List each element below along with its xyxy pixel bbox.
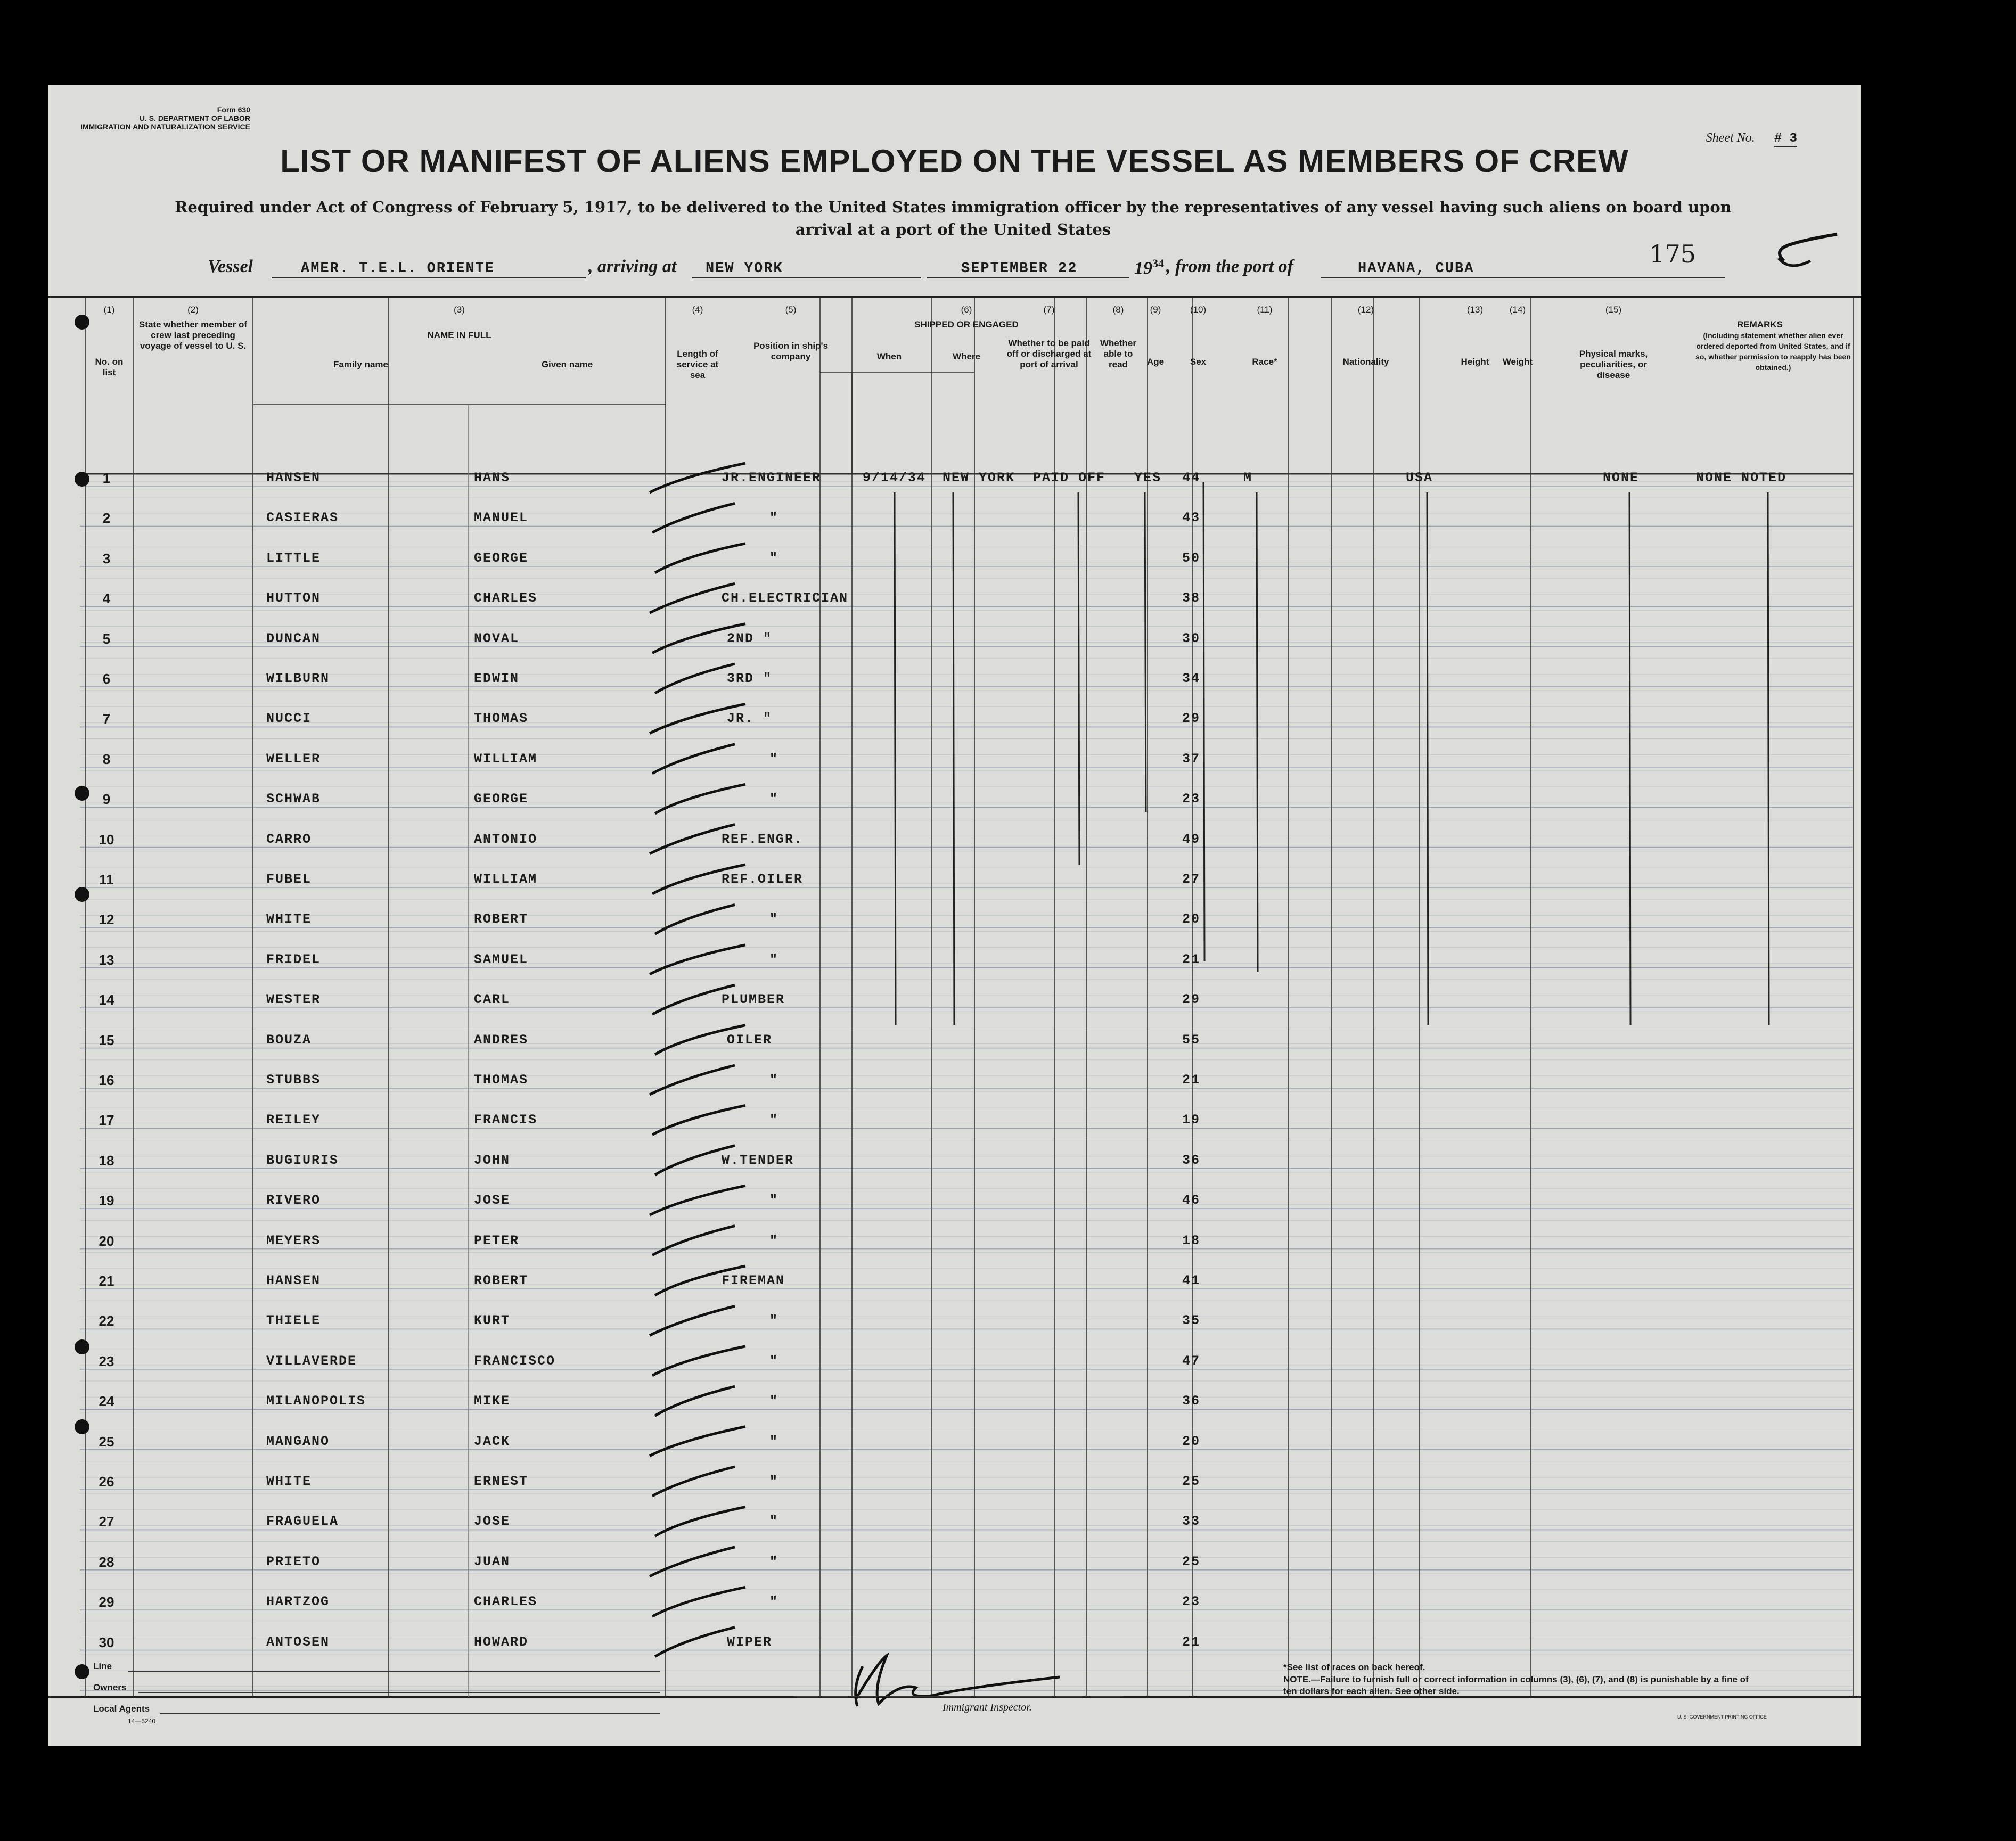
binder-hole: [75, 887, 89, 902]
given-name: FRANCIS: [474, 1112, 538, 1128]
first-row-where: NEW YORK: [943, 470, 1015, 486]
footer-line-rule: [128, 1671, 660, 1672]
given-name: SAMUEL: [474, 951, 529, 967]
age: 23: [1182, 791, 1201, 807]
family-name: HANSEN: [266, 1273, 321, 1288]
age: 25: [1182, 1474, 1201, 1489]
service-tick-mark: [650, 945, 745, 974]
position: ": [769, 791, 779, 807]
age: 23: [1182, 1594, 1201, 1610]
sheet-number-label: Sheet No.: [1706, 131, 1755, 145]
age: 20: [1182, 1433, 1201, 1449]
family-name: CARRO: [266, 831, 312, 847]
service-tick-mark: [650, 1427, 745, 1456]
inspector-label: Immigrant Inspector.: [943, 1702, 1032, 1713]
row-number: 22: [99, 1313, 114, 1329]
service-tick-mark: [655, 1386, 735, 1416]
position: REF.OILER: [722, 872, 804, 887]
subheader-family-name: Family name: [333, 359, 388, 369]
age: 44: [1182, 470, 1201, 486]
position: 2ND ": [727, 630, 773, 646]
first-row-when: 9/14/34: [863, 470, 927, 486]
age: 35: [1182, 1313, 1201, 1329]
service-tick-mark: [652, 1467, 735, 1496]
service-tick-mark: [652, 1346, 745, 1376]
position: ": [769, 1433, 779, 1449]
row-number: 21: [99, 1273, 114, 1289]
document-subtitle: Required under Act of Congress of February 5, 1917, to be delivered to the United States immigration officer by the representatives of any vessel having such aliens on board upon arrival at a port of the United States: [175, 198, 1732, 239]
column-number: (2): [187, 305, 199, 315]
footer-line-label: Line: [93, 1661, 112, 1671]
position: ": [769, 1112, 779, 1128]
ditto-stroke: [1145, 492, 1146, 812]
row-number: 20: [99, 1232, 114, 1249]
position: JR.ENGINEER: [722, 470, 822, 486]
row-number: 28: [99, 1554, 114, 1570]
given-name: WILLIAM: [474, 751, 538, 767]
given-name: MIKE: [474, 1393, 511, 1409]
service-tick-mark: [652, 1587, 745, 1616]
ditto-stroke: [1203, 482, 1204, 961]
given-name: NOVAL: [474, 630, 520, 646]
column-number: (13): [1466, 305, 1484, 315]
footer-note-label: NOTE.: [1283, 1674, 1311, 1684]
ditto-stroke: [953, 492, 954, 1025]
first-row-read: YES: [1134, 470, 1162, 486]
given-name: PETER: [474, 1232, 520, 1248]
footer-owners-label: Owners: [93, 1682, 127, 1692]
year-prefix: 19: [1134, 258, 1152, 278]
column-header-11: Race*: [1252, 357, 1277, 367]
column-number: (14): [1509, 305, 1526, 315]
family-name: WILBURN: [266, 671, 330, 686]
given-name: CHARLES: [474, 590, 538, 606]
ditto-stroke: [1257, 492, 1258, 972]
given-name: JOSE: [474, 1193, 511, 1209]
vessel-name-field: [272, 257, 586, 278]
given-name: CARL: [474, 992, 511, 1008]
service-tick-mark: [655, 664, 735, 693]
given-name: ROBERT: [474, 1273, 529, 1288]
family-name: MILANOPOLIS: [266, 1393, 366, 1409]
given-name: WILLIAM: [474, 872, 538, 887]
age: 41: [1182, 1273, 1201, 1288]
departure-port: HAVANA, CUBA: [1358, 261, 1474, 277]
family-name: SCHWAB: [266, 791, 321, 807]
row-number: 10: [99, 831, 114, 848]
family-name: MANGANO: [266, 1433, 330, 1449]
printer-mark: U. S. GOVERNMENT PRINTING OFFICE: [1677, 1714, 1767, 1720]
age: 25: [1182, 1554, 1201, 1569]
arrival-date-field: [927, 257, 1129, 278]
service-tick-mark: [655, 544, 745, 573]
position: JR. ": [727, 711, 773, 727]
subheader-remarks-note: (Including statement whether alien ever ordered deported from United States, and if so, whether permission to reapply has been obtained.): [1695, 331, 1851, 372]
age: 55: [1182, 1032, 1201, 1048]
row-number: 6: [102, 671, 111, 687]
column-header-2: State whether member of crew last preceding voyage of vessel to U. S.: [138, 319, 248, 351]
age: 50: [1182, 550, 1201, 566]
row-number: 18: [99, 1152, 114, 1169]
service-tick-mark: [655, 905, 735, 934]
column-number: (11): [1257, 305, 1273, 315]
age: 36: [1182, 1393, 1201, 1409]
row-number: 1: [102, 470, 111, 486]
ditto-stroke: [1078, 492, 1079, 865]
binder-hole: [75, 315, 89, 330]
column-number: (9): [1150, 305, 1161, 315]
given-name: HANS: [474, 470, 511, 486]
given-name: MANUEL: [474, 510, 529, 526]
row-number: 12: [99, 911, 114, 928]
row-number: 13: [99, 951, 114, 968]
given-name: HOWARD: [474, 1634, 529, 1650]
service-tick-mark: [652, 1226, 735, 1255]
row-number: 11: [99, 872, 114, 887]
arrival-date: SEPTEMBER 22: [961, 261, 1078, 277]
row-number: 7: [102, 711, 111, 727]
binder-hole: [75, 1339, 89, 1354]
age: 30: [1182, 630, 1201, 646]
family-name: REILEY: [266, 1112, 321, 1128]
service-tick-mark: [650, 1306, 735, 1335]
age: 43: [1182, 510, 1201, 526]
position: WIPER: [727, 1634, 773, 1650]
column-number: (6): [961, 305, 972, 315]
age: 29: [1182, 711, 1201, 727]
first-row-sex: M: [1243, 470, 1253, 486]
row-number: 16: [99, 1072, 114, 1088]
row-number: 9: [102, 791, 111, 808]
form-identifier: [75, 105, 250, 131]
column-header-16: REMARKS: [1737, 319, 1783, 330]
position: ": [769, 550, 779, 566]
family-name: WESTER: [266, 992, 321, 1008]
given-name: CHARLES: [474, 1594, 538, 1610]
first-row-marks: NONE: [1603, 470, 1640, 486]
family-name: ANTOSEN: [266, 1634, 330, 1650]
column-header-5: Position in ship's company: [753, 341, 829, 361]
column-header-7: Whether to be paid off or discharged at port of arrival: [1006, 338, 1092, 369]
given-name: EDWIN: [474, 671, 520, 686]
footer-note: [1283, 1674, 1763, 1697]
position: FIREMAN: [722, 1273, 785, 1288]
column-header-15: Physical marks, peculiarities, or disease: [1579, 349, 1648, 380]
position: PLUMBER: [722, 992, 785, 1008]
arrival-port: NEW YORK: [706, 261, 783, 277]
service-tick-mark: [655, 1628, 735, 1657]
given-name: JOHN: [474, 1152, 511, 1168]
arriving-label: , arriving at: [588, 257, 677, 276]
age: 21: [1182, 1634, 1201, 1650]
given-name: ROBERT: [474, 911, 529, 927]
position: ": [769, 1514, 779, 1530]
vessel-name: AMER. T.E.L. ORIENTE: [301, 261, 495, 277]
column-header-12: Nationality: [1342, 357, 1389, 367]
service-tick-mark: [655, 1507, 745, 1536]
position: ": [769, 1554, 779, 1569]
row-number: 5: [102, 630, 111, 647]
footer-agents-rule: [160, 1713, 660, 1714]
manifest-sheet: [48, 85, 1861, 1746]
row-number: 26: [99, 1474, 114, 1490]
service-tick-mark: [650, 1547, 735, 1576]
family-name: HANSEN: [266, 470, 321, 486]
family-name: WHITE: [266, 911, 312, 927]
family-name: NUCCI: [266, 711, 312, 727]
family-name: MEYERS: [266, 1232, 321, 1248]
family-name: FUBEL: [266, 872, 312, 887]
family-name: DUNCAN: [266, 630, 321, 646]
binder-hole: [75, 1419, 89, 1434]
given-name: JACK: [474, 1433, 511, 1449]
age: 20: [1182, 911, 1201, 927]
family-name: FRAGUELA: [266, 1514, 339, 1530]
column-header-9: Age: [1146, 357, 1165, 367]
position: ": [769, 510, 779, 526]
document-title: LIST OR MANIFEST OF ALIENS EMPLOYED ON THE VESSEL AS MEMBERS OF CREW: [280, 143, 1629, 179]
column-number: (7): [1043, 305, 1055, 315]
age: 18: [1182, 1232, 1201, 1248]
position: ": [769, 1193, 779, 1209]
given-name: THOMAS: [474, 1072, 529, 1088]
departure-port-field: [1321, 257, 1725, 278]
position: ": [769, 1594, 779, 1610]
vessel-label: Vessel: [208, 257, 253, 276]
given-name: GEORGE: [474, 791, 529, 807]
family-name: BUGIURIS: [266, 1152, 339, 1168]
from-port-label: , from the port of: [1166, 257, 1293, 276]
row-number: 25: [99, 1433, 114, 1450]
age: 36: [1182, 1152, 1201, 1168]
ditto-stroke: [1427, 492, 1428, 1025]
row-number: 24: [99, 1393, 114, 1410]
column-number: (10): [1190, 305, 1207, 315]
column-header-1: No. on list: [95, 357, 124, 377]
row-number: 19: [99, 1193, 114, 1209]
position: ": [769, 911, 779, 927]
age: 46: [1182, 1193, 1201, 1209]
family-name: WELLER: [266, 751, 321, 767]
position: ": [769, 1232, 779, 1248]
family-name: RIVERO: [266, 1193, 321, 1209]
given-name: THOMAS: [474, 711, 529, 727]
family-name: VILLAVERDE: [266, 1353, 357, 1369]
family-name: THIELE: [266, 1313, 321, 1329]
position: ": [769, 1313, 779, 1329]
subheader-when: When: [876, 351, 902, 361]
position: ": [769, 1353, 779, 1369]
position: ": [769, 751, 779, 767]
footer-agents-code: 14—5240: [128, 1717, 156, 1725]
binder-hole: [75, 472, 89, 487]
service-tick-mark: [650, 1065, 735, 1095]
column-number: (3): [454, 305, 465, 315]
footer-note-text: —Failure to furnish full or correct information in columns (3), (6), (7), and (8) is punishable by a fine of ten dollars for each alien. See other side.: [1283, 1674, 1749, 1696]
position: CH.ELECTRICIAN: [722, 590, 849, 606]
ditto-stroke: [1629, 492, 1630, 1025]
service-tick-mark: [652, 744, 735, 774]
position: W.TENDER: [722, 1152, 794, 1168]
subheader-where: Where: [953, 351, 980, 361]
column-header-4: Length of service at sea: [676, 349, 719, 380]
family-name: STUBBS: [266, 1072, 321, 1088]
ditto-stroke: [895, 492, 896, 1025]
service-tick-mark: [652, 1105, 745, 1135]
family-name: HUTTON: [266, 590, 321, 606]
column-number: (5): [785, 305, 797, 315]
family-name: HARTZOG: [266, 1594, 330, 1610]
row-number: 2: [102, 510, 111, 527]
first-row-remarks: NONE NOTED: [1696, 470, 1787, 486]
row-number: 8: [102, 751, 111, 767]
age: 38: [1182, 590, 1201, 606]
age: 19: [1182, 1112, 1201, 1128]
position: REF.ENGR.: [722, 831, 804, 847]
department: U. S. DEPARTMENT OF LABOR: [139, 114, 250, 122]
given-name: FRANCISCO: [474, 1353, 556, 1369]
age: 49: [1182, 831, 1201, 847]
row-number: 14: [99, 992, 114, 1008]
family-name: WHITE: [266, 1474, 312, 1489]
first-row-paid: PAID OFF: [1033, 470, 1106, 486]
column-number: (1): [103, 305, 115, 315]
row-number: 30: [99, 1634, 114, 1650]
subheader-given-name: Given name: [541, 359, 593, 369]
row-number: 3: [102, 550, 111, 566]
year-suffix: 34: [1152, 257, 1164, 270]
year-field: [1134, 257, 1164, 278]
row-number: 23: [99, 1353, 114, 1369]
row-number: 27: [99, 1514, 114, 1530]
binder-hole: [75, 1664, 89, 1679]
position: ": [769, 1474, 779, 1489]
column-header-14: Weight: [1502, 357, 1533, 367]
given-name: ANDRES: [474, 1032, 529, 1048]
column-header-3: NAME IN FULL: [427, 330, 491, 340]
race-note: *See list of races on back hereof.: [1283, 1662, 1425, 1672]
given-name: ERNEST: [474, 1474, 529, 1489]
page-number: 175: [1649, 240, 1696, 268]
given-name: GEORGE: [474, 550, 529, 566]
column-header-8: Whether able to read: [1100, 338, 1136, 369]
service-tick-mark: [652, 503, 735, 532]
row-number: 4: [102, 590, 111, 607]
column-number: (8): [1112, 305, 1124, 315]
position: 3RD ": [727, 671, 773, 686]
column-header-13: Height: [1461, 357, 1489, 367]
family-name: BOUZA: [266, 1032, 312, 1048]
first-row-nationality: USA: [1406, 470, 1433, 486]
position: ": [769, 1393, 779, 1409]
given-name: JUAN: [474, 1554, 511, 1569]
family-name: PRIETO: [266, 1554, 321, 1569]
family-name: FRIDEL: [266, 951, 321, 967]
form-number: Form 630: [217, 105, 250, 114]
age: 34: [1182, 671, 1201, 686]
ditto-stroke: [1768, 492, 1769, 1025]
family-name: CASIERAS: [266, 510, 339, 526]
column-number: (12): [1357, 305, 1374, 315]
row-number: 17: [99, 1112, 114, 1129]
column-number: (4): [692, 305, 703, 315]
given-name: JOSE: [474, 1514, 511, 1530]
position: ": [769, 1072, 779, 1088]
age: 47: [1182, 1353, 1201, 1369]
row-number: 15: [99, 1032, 114, 1048]
age: 27: [1182, 872, 1201, 887]
position: OILER: [727, 1032, 773, 1048]
family-name: LITTLE: [266, 550, 321, 566]
given-name: ANTONIO: [474, 831, 538, 847]
arrival-port-field: [692, 257, 921, 278]
age: 21: [1182, 1072, 1201, 1088]
position: ": [769, 951, 779, 967]
row-number: 29: [99, 1594, 114, 1610]
service: IMMIGRATION AND NATURALIZATION SERVICE: [80, 122, 250, 131]
binder-hole: [75, 786, 89, 801]
footer-owners-rule: [138, 1692, 660, 1693]
service-tick-mark: [650, 1186, 745, 1215]
column-number: (15): [1605, 305, 1622, 315]
column-header-6: SHIPPED OR ENGAGED: [914, 319, 1019, 330]
handwritten-mark: [1768, 229, 1842, 277]
column-header-10: Sex: [1190, 357, 1207, 367]
footer-agents-label: Local Agents: [93, 1704, 150, 1714]
age: 33: [1182, 1514, 1201, 1530]
age: 37: [1182, 751, 1201, 767]
age: 21: [1182, 951, 1201, 967]
sheet-number-value: # 3: [1774, 132, 1797, 147]
age: 29: [1182, 992, 1201, 1008]
service-tick-mark: [655, 784, 745, 813]
given-name: KURT: [474, 1313, 511, 1329]
